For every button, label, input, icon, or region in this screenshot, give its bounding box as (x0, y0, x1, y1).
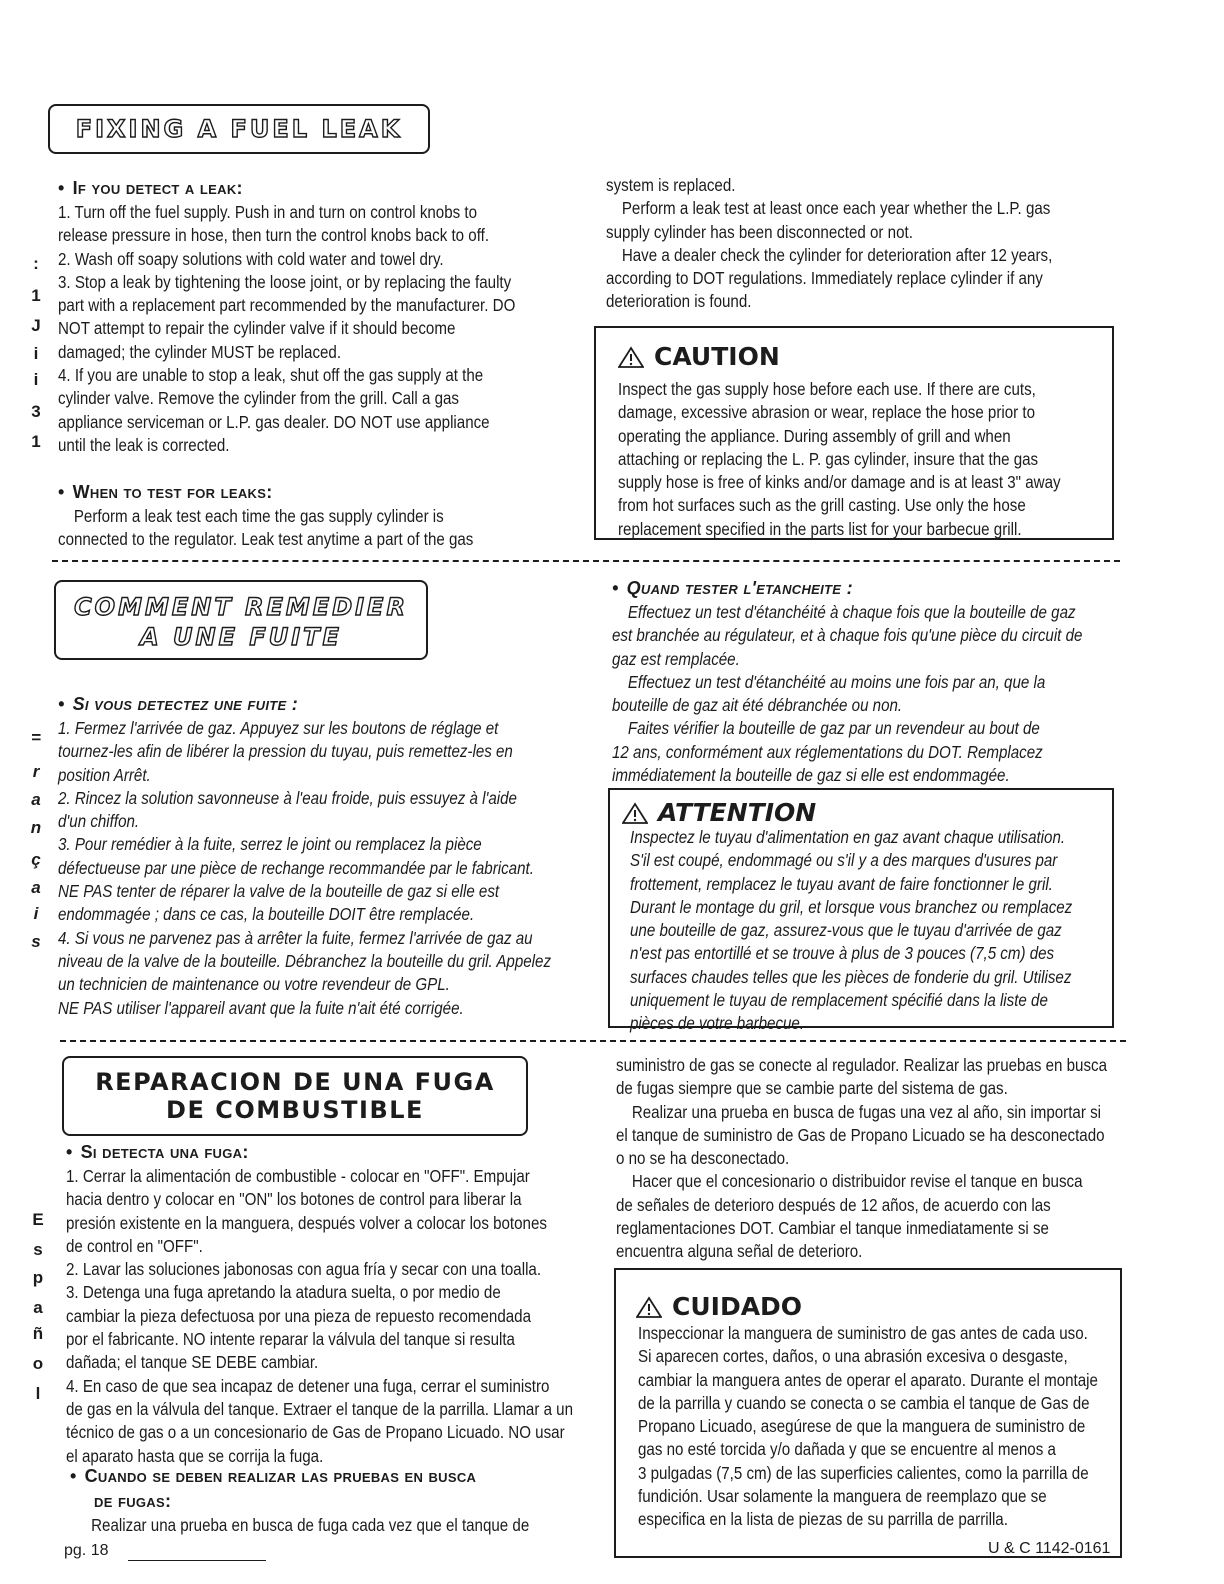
french-side-letter: i (33, 904, 39, 923)
spanish-side-letter: E (32, 1210, 44, 1229)
text-line: tournez-les afin de libérer la pression du tuyau, puis remettez-les en (58, 741, 513, 762)
bullet-icon: • (58, 178, 65, 198)
french-title-line1: COMMENT REMEDIER (74, 593, 408, 621)
page-number (64, 1542, 108, 1560)
text-line: de control en "OFF". (66, 1235, 203, 1256)
spanish-side-letter: s (33, 1240, 43, 1259)
text-line: cambiar la manguera antes de operar el aparato. Durante el montaje (638, 1369, 1098, 1390)
text-line: release pressure in hose, then turn the control knobs back to off. (58, 225, 490, 246)
french-side-letter: s (31, 932, 41, 951)
english-side-letter: 1 (31, 432, 41, 451)
text-line: S'il est coupé, endommagé ou s'il y a des marques d'usures par (630, 850, 1058, 871)
caution-box (594, 326, 1114, 540)
text-line: une bouteille de gaz, assurez-vous que le tuyau d'arrivée de gaz (630, 920, 1062, 941)
text-line: supply cylinder has been disconnected or not. (606, 221, 913, 242)
text-line: por el fabricante. NO intente reparar la válvula del tanque si resulta (66, 1329, 515, 1350)
text-line: gaz est remplacée. (612, 648, 740, 669)
spanish-side-letter: ñ (32, 1324, 44, 1343)
english-detect-text (58, 201, 604, 457)
spanish-side-letter: p (32, 1268, 44, 1287)
english-side-letter: 1 (31, 286, 41, 305)
french-when-text (612, 601, 1140, 787)
english-side-letter: i (33, 344, 39, 363)
text-line: Effectuez un test d'étanchéité au moins une fois par an, que la (627, 671, 1046, 692)
attention-title: ATTENTION (658, 798, 817, 827)
text-line: attaching or replacing the L. P. gas cylinder, insure that the gas (618, 448, 1039, 469)
spanish-when-heading-line2: de fugas: (94, 1491, 172, 1511)
text-line: dañada; el tanque SE DEBE cambiar. (66, 1352, 319, 1373)
english-when-text (58, 505, 604, 552)
text-line: damage, excessive abrasion or wear, replace the hose prior to (618, 402, 1036, 423)
french-side-letter: r (32, 762, 40, 781)
text-line: pièces de votre barbecue. (630, 1013, 805, 1034)
english-when-heading: When to test for leaks: (72, 482, 273, 502)
text-line: Realizar una prueba en busca de fuga cada vez que el tanque de (91, 1515, 530, 1535)
spanish-right-text (616, 1054, 1126, 1264)
text-line: 1. Cerrar la alimentación de combustible - colocar en "OFF". Empujar (66, 1166, 530, 1186)
english-side-letter: J (31, 316, 41, 335)
attention-box (608, 788, 1114, 1034)
text-line: n'est pas entortillé et se trouve à plus de 3 pouces (7,5 cm) des (630, 943, 1055, 964)
text-line: Inspeccionar la manguera de suministro de gas antes de cada uso. (638, 1323, 1088, 1343)
text-line: 4. En caso de que sea incapaz de detener una fuga, cerrar el suministro (66, 1375, 550, 1396)
text-line: connected to the regulator. Leak test anytime a part of the gas (58, 529, 474, 550)
text-line: de fugas siempre que se cambie parte del sistema de gas. (616, 1078, 1008, 1099)
text-line: gas no esté torcida y/o dañada y que se encuentre al menos a (638, 1439, 1056, 1460)
french-title-line2: A UNE FUITE (140, 623, 342, 651)
text-line: suministro de gas se conecte al regulador. Realizar las pruebas en busca (616, 1055, 1108, 1075)
text-line: 1. Turn off the fuel supply. Push in and turn on control knobs to (58, 202, 478, 222)
text-line: supply hose is free of kinks and/or damage and is at least 3" away (618, 472, 1061, 493)
spanish-when-text (70, 1514, 619, 1537)
french-detect-heading: Si vous detectez une fuite : (72, 694, 299, 714)
spanish-side-letter: l (35, 1384, 41, 1403)
text-line: replacement specified in the parts list for your barbecue grill. (618, 518, 1022, 539)
text-line: 3 pulgadas (7,5 cm) de las superficies calientes, como la parrilla de (638, 1462, 1089, 1483)
text-line: NE PAS utiliser l'appareil avant que la fuite n'ait été corrigée. (58, 997, 464, 1018)
text-line: Perform a leak test each time the gas supply cylinder is (73, 506, 444, 526)
text-line: system is replaced. (606, 175, 736, 195)
text-line: frottement, remplacez le tuyau avant de faire fonctionner le gril. (630, 873, 1053, 894)
text-line: Realizar una prueba en busca de fugas una vez al año, sin importar si (631, 1101, 1102, 1122)
text-line: 4. Si vous ne parvenez pas à arrêter la fuite, fermez l'arrivée de gaz au (58, 927, 533, 948)
english-when-section (58, 482, 618, 552)
text-line: reglamentaciones DOT. Cambiar el tanque inmediatamente si se (616, 1218, 1049, 1239)
english-detect-heading: If you detect a leak: (72, 178, 243, 198)
bullet-icon: • (612, 578, 619, 598)
text-line: Have a dealer check the cylinder for deterioration after 12 years, (621, 244, 1053, 265)
text-line: presión existente en la manguera, después volver a colocar los botones (66, 1212, 547, 1233)
text-line: 2. Wash off soapy solutions with cold water and towel dry. (58, 248, 444, 269)
french-side-letter: n (30, 818, 42, 837)
english-detect-section (58, 178, 618, 457)
footer-rule (128, 1560, 266, 1561)
text-line: Effectuez un test d'étanchéité à chaque fois que la bouteille de gaz (627, 602, 1076, 622)
section-divider (60, 1040, 1126, 1042)
text-line: damaged; the cylinder MUST be replaced. (58, 341, 342, 362)
text-line: défectueuse par une pièce de rechange recommandée par le fabricant. (58, 857, 534, 878)
text-line: de gas en la válvula del tanque. Extraer el tanque de la parrilla. Llamar a un (66, 1398, 574, 1419)
french-side-letter: a (31, 878, 41, 897)
text-line: est branchée au régulateur, et à chaque fois qu'une pièce du circuit de (612, 625, 1083, 646)
spanish-when-section (70, 1464, 610, 1537)
french-when-heading: Quand tester l'etancheite : (626, 578, 853, 598)
bullet-icon: • (58, 694, 65, 714)
text-line: position Arrêt. (58, 764, 151, 785)
text-line: deterioration is found. (606, 291, 752, 312)
bullet-icon: • (58, 482, 65, 502)
text-line: bouteille de gaz ait été débranchée ou non. (612, 695, 903, 716)
text-line: part with a replacement part recommended by the manufacturer. DO (58, 295, 516, 316)
bullet-icon: • (66, 1142, 73, 1162)
spanish-when-heading-line1: Cuando se deben realizar las pruebas en busca (84, 1466, 477, 1486)
text-line: NE PAS tenter de réparer la valve de la bouteille de gaz si elle est (58, 881, 500, 902)
french-detect-section (58, 694, 618, 1020)
french-side-letter: a (31, 790, 41, 809)
english-right-text (606, 174, 1108, 314)
text-line: Propano Licuado, asegúrese de que la manguera de suministro de (638, 1416, 1086, 1437)
text-line: according to DOT regulations. Immediately replace cylinder if any (606, 268, 1043, 289)
text-line: Si aparecen cortes, daños, o una abrasión excesiva o desgaste, (638, 1346, 1068, 1367)
text-line: un technicien de maintenance ou votre revendeur de GPL. (58, 974, 450, 995)
text-line: Hacer que el concesionario o distribuidor revise el tanque en busca (631, 1171, 1083, 1192)
french-when-section (612, 578, 1172, 787)
document-code-text: U & C 1142-0161 (988, 1540, 1111, 1557)
text-line: el tanque de suministro de Gas de Propano Licuado se ha desconectado (616, 1124, 1105, 1145)
caution-title: CAUTION (654, 342, 780, 371)
spanish-side-letter: a (33, 1298, 43, 1317)
text-line: especifica en la lista de piezas de su parrilla de parrilla. (638, 1509, 1008, 1530)
spanish-title-line2: DE COMBUSTIBLE (166, 1096, 424, 1124)
english-title-box (48, 104, 430, 154)
text-line: endommagée ; dans ce cas, la bouteille DOIT être remplacée. (58, 904, 475, 925)
page-number-text: pg. 18 (64, 1542, 109, 1559)
spanish-detect-text (66, 1165, 603, 1468)
text-line: 3. Pour remédier à la fuite, serrez le joint ou remplacez la pièce (58, 834, 482, 855)
bullet-icon: • (70, 1466, 77, 1486)
text-line: 2. Rincez la solution savonneuse à l'eau froide, puis essuyez à l'aide (58, 787, 517, 808)
english-side-letter: : (33, 254, 39, 273)
text-line: el aparato hasta que se corrija la fuga. (66, 1445, 324, 1466)
text-line: encuentra alguna señal de deterioro. (616, 1241, 863, 1262)
section-divider (52, 560, 1120, 562)
text-line: from hot surfaces such as the grill casting. Use only the hose (618, 495, 1026, 516)
text-line: 12 ans, conformément aux réglementations du DOT. Remplacez (612, 741, 1043, 762)
english-title: FIXING A FUEL LEAK (75, 115, 403, 143)
text-line: until the leak is corrected. (58, 434, 230, 455)
text-line: operating the appliance. During assembly of grill and when (618, 425, 1011, 446)
french-side-letter: ç (31, 850, 41, 869)
text-line: Perform a leak test at least once each year whether the L.P. gas (621, 198, 1051, 219)
english-side-letter: i (33, 370, 39, 389)
spanish-detect-heading: Si detecta una fuga: (80, 1142, 249, 1162)
text-line: 1. Fermez l'arrivée de gaz. Appuyez sur les boutons de réglage et (58, 718, 499, 738)
text-line: Inspect the gas supply hose before each use. If there are cuts, (618, 379, 1036, 399)
warning-icon (622, 802, 648, 824)
text-line: 4. If you are unable to stop a leak, shut off the gas supply at the (58, 365, 484, 386)
text-line: surfaces chaudes telles que les pièces de fonderie du gril. Utilisez (630, 966, 1072, 987)
french-title-box (54, 580, 428, 660)
text-line: NOT attempt to repair the cylinder valve if it should become (58, 318, 456, 339)
text-line: de la parrilla y cuando se conecta o se cambia el tanque de Gas de (638, 1392, 1090, 1413)
text-line: appliance serviceman or L.P. gas dealer. DO NOT use appliance (58, 411, 490, 432)
text-line: Faites vérifier la bouteille de gaz par un revendeur au bout de (627, 718, 1040, 739)
warning-icon (636, 1296, 662, 1318)
cuidado-title: CUIDADO (672, 1292, 803, 1321)
spanish-title-box (62, 1056, 528, 1136)
text-line: Inspectez le tuyau d'alimentation en gaz avant chaque utilisation. (630, 827, 1066, 847)
text-line: 3. Detenga una fuga apretando la atadura suelta, o por medio de (66, 1282, 501, 1303)
text-line: niveau de la valve de la bouteille. Débranchez la bouteille du gril. Appelez (58, 950, 552, 971)
text-line: o no se ha desconectado. (616, 1148, 790, 1169)
text-line: hacia dentro y colocar en "ON" los botones de control para liberar la (66, 1189, 522, 1210)
attention-text (630, 826, 1123, 1036)
text-line: fundición. Usar solamente la manguera de reemplazo que se (638, 1486, 1047, 1507)
caution-text (618, 378, 1111, 541)
cuidado-box (614, 1268, 1122, 1558)
text-line: immédiatement la bouteille de gaz si elle est endommagée. (612, 765, 1010, 786)
french-side-letter: = (31, 728, 41, 747)
text-line: técnico de gas o a un concesionario de Gas de Propano Licuado. NO usar (66, 1422, 565, 1443)
text-line: cylinder valve. Remove the cylinder from the grill. Call a gas (58, 388, 459, 409)
cuidado-text (638, 1322, 1131, 1532)
spanish-side-letter: o (32, 1354, 44, 1373)
document-code (988, 1540, 1110, 1558)
warning-icon (618, 346, 644, 368)
spanish-title-line1: REPARACION DE UNA FUGA (95, 1068, 495, 1096)
text-line: Durant le montage du gril, et lorsque vous branchez ou remplacez (630, 896, 1073, 917)
spanish-detect-section (66, 1142, 606, 1468)
text-line: 2. Lavar las soluciones jabonosas con agua fría y secar con una toalla. (66, 1259, 542, 1280)
english-side-letter: 3 (31, 402, 41, 421)
text-line: cambiar la pieza defectuosa por una pieza de repuesto recomendada (66, 1305, 531, 1326)
text-line: de señales de deterioro después de 12 años, de acuerdo con las (616, 1194, 1051, 1215)
text-line: 3. Stop a leak by tightening the loose joint, or by replacing the faulty (58, 271, 512, 292)
text-line: uniquement le tuyau de remplacement spécifié dans la liste de (630, 990, 1048, 1011)
french-detect-text (58, 717, 604, 1020)
text-line: d'un chiffon. (58, 811, 140, 832)
